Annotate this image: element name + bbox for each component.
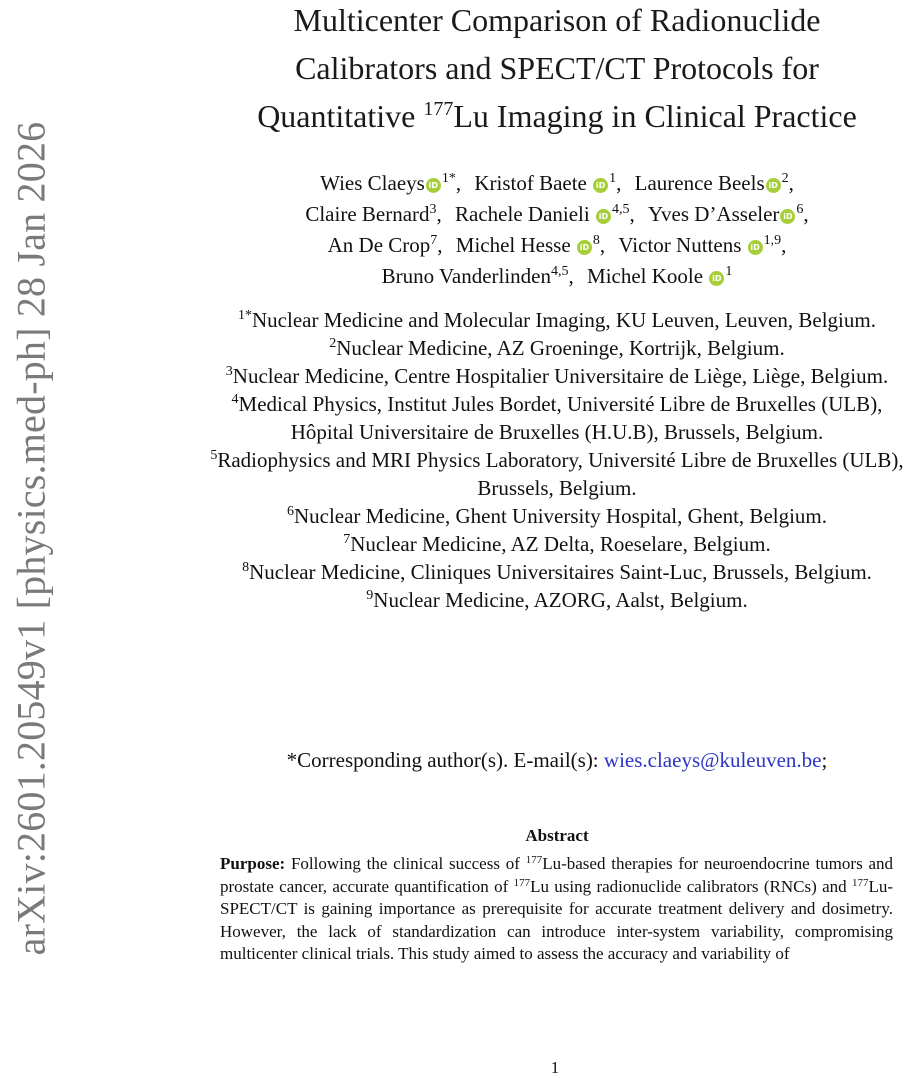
affiliation: $^2$Nuclear Medicine, AZ Groeninge, Kortrijk, Belgium. — [329, 336, 785, 360]
title-line-3: Quantitative $^{177}$Lu Imaging in Clinical Practice — [257, 98, 857, 134]
arxiv-sidebar — [0, 0, 62, 1076]
affiliation: $^7$Nuclear Medicine, AZ Delta, Roeselare, Belgium. — [343, 532, 771, 556]
email-link[interactable]: wies.claeys@kuleuven.be — [603, 748, 822, 772]
author: Laurence Beels iD $^2$, — [634, 171, 794, 195]
corresponding-author: *Corresponding author(s). E-mail(s): wies.claeys@kuleuven.be; — [286, 748, 828, 772]
arxiv-identifier: arXiv:2601.20549v1 [physics.med-ph] 28 Jan 2026 — [8, 121, 54, 955]
orcid-icon[interactable]: iD — [780, 209, 795, 224]
abstract-text: Purpose: Following the clinical success of $^{177}$Lu-based therapies for neuroendocrine tumors and prostate cancer, accurate quantification of $^{177}$Lu using radionuclide calibrators (RNCs) and $^{177}$Lu-SPECT/CT is gaining importance as prerequisite for accurate treatment delivery and dosimetry. However, the lack of standardization can introduce inter-system variability, compromising multicenter clinical trials. This study aimed to assess the accuracy and variability of — [220, 854, 894, 963]
affiliation: $^8$Nuclear Medicine, Cliniques Universitaires Saint-Luc, Brussels, Belgium. — [242, 560, 872, 584]
paper-title — [200, 0, 909, 140]
orcid-icon[interactable]: iD — [593, 178, 608, 193]
affiliation: $^3$Nuclear Medicine, Centre Hospitalier Universitaire de Liège, Liège, Belgium. — [225, 364, 889, 388]
orcid-icon[interactable]: iD — [709, 271, 724, 286]
title-line-2: Calibrators and SPECT/CT Protocols for — [295, 50, 819, 86]
author-list — [200, 168, 909, 292]
abstract-heading: Abstract — [525, 826, 589, 845]
author: Bruno Vanderlinden$^{4,5}$, — [381, 264, 574, 288]
author: Michel Koole iD $^1$ — [587, 264, 733, 288]
purpose-label: Purpose: — [220, 854, 286, 873]
author: Rachele Danieli iD $^{4,5}$, — [455, 202, 635, 226]
orcid-icon[interactable]: iD — [577, 240, 592, 255]
author: Yves D’Asseler iD $^6$, — [647, 202, 809, 226]
corresponding-label: *Corresponding author(s). E-mail(s): — [286, 748, 604, 772]
author: An De Crop$^7$, — [327, 233, 443, 257]
affiliation: $^6$Nuclear Medicine, Ghent University Hospital, Ghent, Belgium. — [286, 504, 828, 528]
orcid-icon[interactable]: iD — [748, 240, 763, 255]
author: Claire Bernard$^3$, — [305, 202, 442, 226]
affiliation: $^{1*}$Nuclear Medicine and Molecular Imaging, KU Leuven, Leuven, Belgium. — [238, 308, 876, 332]
affiliation: $^9$Nuclear Medicine, AZORG, Aalst, Belgium. — [366, 588, 748, 612]
author: Michel Hesse iD $^8$, — [455, 233, 606, 257]
page-number: 1 — [550, 1058, 560, 1077]
affiliation: $^4$Medical Physics, Institut Jules Bordet, Université Libre de Bruxelles (ULB), Hôpital Universitaire de Bruxelles (H.U.B), Brussels, Belgium. — [231, 392, 883, 444]
orcid-icon[interactable]: iD — [596, 209, 611, 224]
author: Victor Nuttens iD $^{1,9}$, — [618, 233, 787, 257]
author: Wies Claeys iD $^{1*}$, — [320, 171, 462, 195]
orcid-icon[interactable]: iD — [766, 178, 781, 193]
title-line-1: Multicenter Comparison of Radionuclide — [293, 2, 821, 38]
orcid-icon[interactable]: iD — [426, 178, 441, 193]
affiliation-list — [200, 306, 909, 614]
author: Kristof Baete iD $^1$, — [474, 171, 622, 195]
affiliation: $^5$Radiophysics and MRI Physics Laboratory, Université Libre de Bruxelles (ULB), Brussels, Belgium. — [210, 448, 904, 500]
